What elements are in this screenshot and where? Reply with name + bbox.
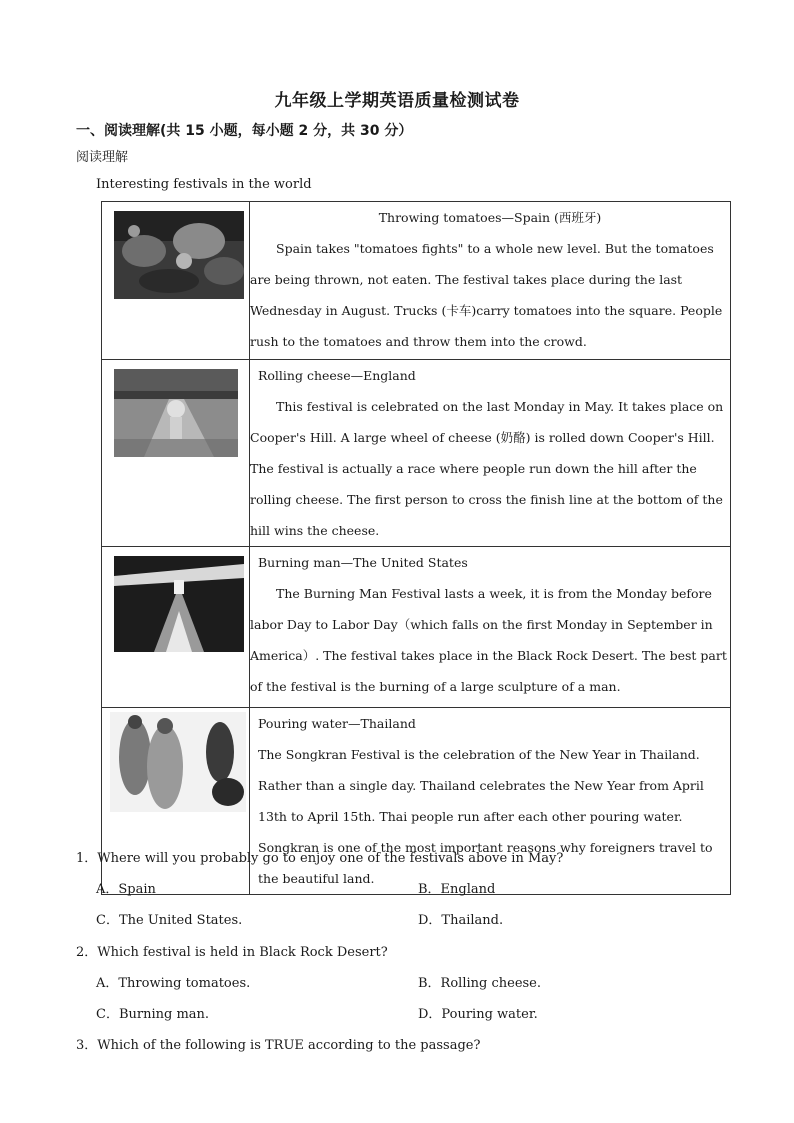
tomato-fight-photo — [114, 211, 244, 299]
q1-option-b[interactable]: B．England — [418, 882, 496, 897]
q1-option-a[interactable]: A．Spain — [96, 882, 156, 897]
festival-text-cell — [250, 547, 731, 708]
table-row — [102, 202, 731, 360]
festival-table — [101, 201, 731, 895]
festival-photo-cell — [102, 708, 250, 895]
burning-man-photo — [114, 556, 244, 652]
table-row — [102, 547, 731, 708]
page-title: 九年级上学期英语质量检测试卷 — [274, 91, 520, 111]
q2-option-c[interactable]: C．Burning man. — [96, 1007, 210, 1022]
q2-option-a[interactable]: A．Throwing tomatoes. — [96, 976, 251, 991]
festival-text-cell — [250, 202, 731, 360]
festival-title: Burning man—The United States — [258, 555, 468, 570]
festival-photo-cell — [102, 360, 250, 547]
festival-body: The Songkran Festival is the celebration of the New Year in Thailand. Rather than a single day. Thailand celebrates the New Year from April 13th to April 15th. Thai people run after each other pouring water. Songkran is one of the most important reasons why foreigners travel to the beautiful land. — [258, 747, 713, 886]
water-pouring-photo — [110, 712, 246, 812]
festival-text-cell — [250, 708, 731, 895]
q1-option-c[interactable]: C．The United States. — [96, 913, 243, 928]
festival-photo-cell — [102, 202, 250, 360]
question-2: 2．Which festival is held in Black Rock Desert? — [76, 945, 388, 960]
section-heading: 一、阅读理解(共 15 小题，每小题 2 分，共 30 分） — [76, 123, 413, 139]
festival-photo-cell — [102, 547, 250, 708]
question-3: 3．Which of the following is TRUE according to the passage? — [76, 1038, 481, 1053]
table-row — [102, 708, 731, 895]
festival-title: Rolling cheese—England — [258, 368, 416, 383]
question-1: 1．Where will you probably go to enjoy one of the festivals above in May? — [76, 851, 564, 866]
passage-intro: Interesting festivals in the world — [96, 177, 312, 192]
section-subheading: 阅读理解 — [76, 150, 129, 165]
cheese-rolling-photo — [114, 369, 238, 457]
festival-body: Spain takes "tomatoes fights" to a whole new level. But the tomatoes are being thrown, not eaten. The festival takes place during the last Wednesday in August. Trucks (卡车)carry tomatoes into the square. People rush to the tomatoes and throw them into the crowd. — [250, 241, 723, 349]
festival-title: Pouring water—Thailand — [258, 716, 416, 731]
table-row — [102, 360, 731, 547]
festival-body: The Burning Man Festival lasts a week, it is from the Monday before labor Day to Labor Day（which falls on the first Monday in September in America）. The festival takes place in the Black Rock Desert. The best part of the festival is the burning of a large sculpture of a man. — [250, 586, 727, 694]
q2-option-b[interactable]: B．Rolling cheese. — [418, 976, 542, 991]
festival-title: Throwing tomatoes—Spain (西班牙) — [378, 210, 602, 225]
festival-body: This festival is celebrated on the last Monday in May. It takes place on Cooper's Hill. A large wheel of cheese (奶酪) is rolled down Cooper's Hill. The festival is actually a race where people run down the hill after the rolling cheese. The first person to cross the finish line at the bottom of the hill wins the cheese. — [250, 399, 724, 538]
q1-option-d[interactable]: D．Thailand. — [418, 913, 504, 928]
q2-option-d[interactable]: D．Pouring water. — [418, 1007, 538, 1022]
festival-text-cell — [250, 360, 731, 547]
